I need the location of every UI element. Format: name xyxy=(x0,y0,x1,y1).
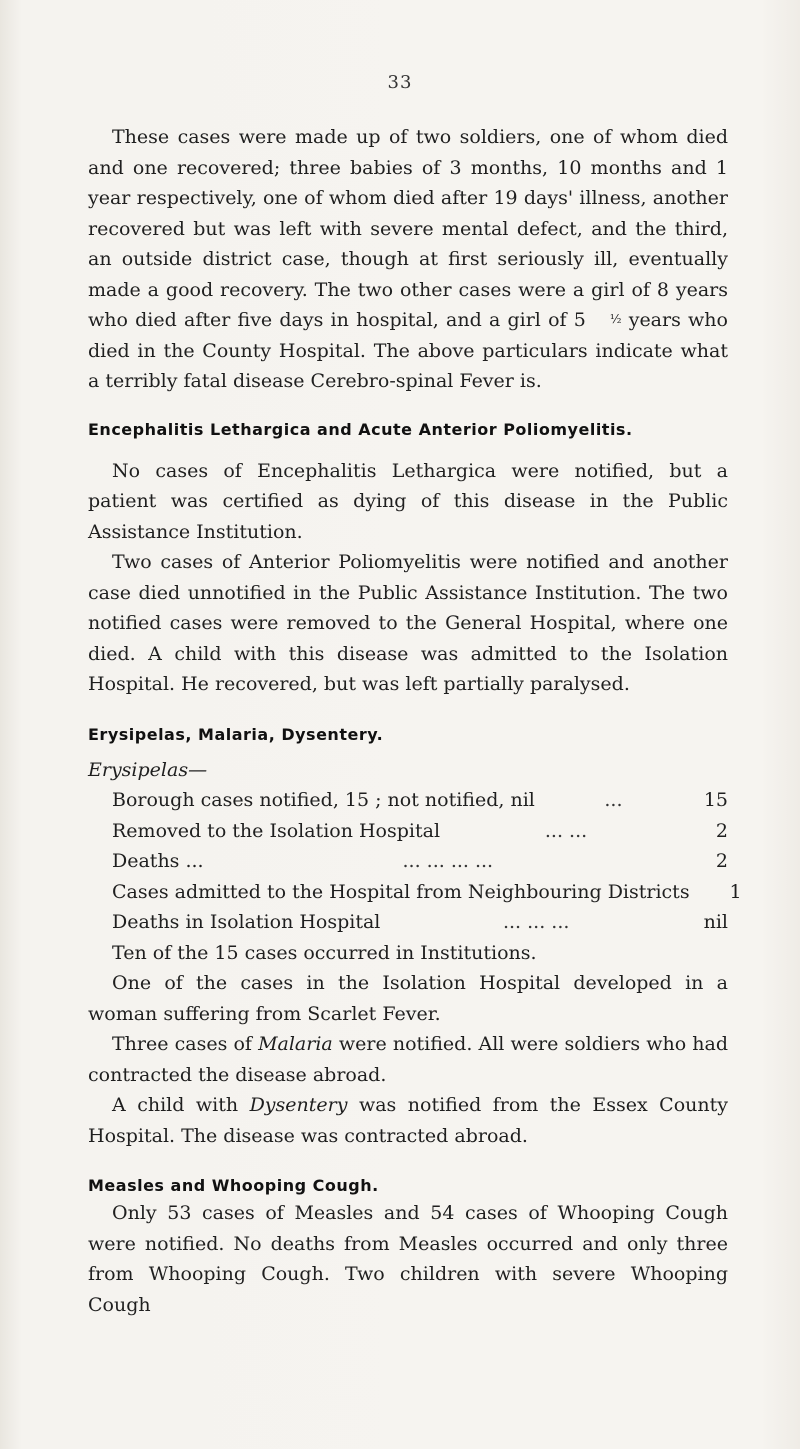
stat-value: 15 xyxy=(703,789,728,811)
page-number: 33 xyxy=(387,72,413,93)
section-heading-encephalitis: Encephalitis Lethargica and Acute Anterior Poliomyelitis. xyxy=(88,419,633,439)
section-heading-erysipelas: Erysipelas, Malaria, Dysentery. xyxy=(88,724,384,744)
paragraph-intro-text: These cases were made up of two soldiers, one of whom died and one recovered; three babies of 3 months, 10 months and 1 year respectively, one of whom died after 19 days' illness, another recovered but was left with severe mental defect, and the third, an outside district case, though at first seriously ill, eventually made a good recovery. The two other cases were a girl of 8 years who died after five days in hospital, and a girl of 5 xyxy=(88,126,728,331)
stat-value: 2 xyxy=(715,819,728,842)
stat-value: 2 xyxy=(715,850,728,872)
paragraph-scarlet-fever: One of the cases in the Isolation Hospital developed in a woman suffering from Scarlet Fever. xyxy=(88,972,728,1025)
stat-leader: ... ... xyxy=(544,819,588,842)
stat-row xyxy=(88,907,728,938)
stat-label: Borough cases notified, 15 ; not notified, nil xyxy=(112,789,535,811)
erysipelas-statistics xyxy=(88,785,742,938)
paragraph-measles: Only 53 cases of Measles and 54 cases of Whooping Cough were notified. No deaths from Measles occurred and only three from Whooping Cough. Two children with severe Whooping Cough xyxy=(88,1202,728,1316)
paragraph-intro xyxy=(88,122,728,397)
stat-leader: ... ... ... ... xyxy=(402,850,494,872)
malaria-term: Malaria xyxy=(258,1033,333,1055)
erysipelas-subheading: Erysipelas— xyxy=(88,758,208,781)
stat-row xyxy=(88,816,728,847)
paragraph-encephalitis: No cases of Encephalitis Lethargica were notified, but a patient was certified as dying of this disease in the Public Assistance Institution. xyxy=(88,459,728,543)
dysentery-text-pre: A child with xyxy=(112,1094,250,1116)
malaria-text-post: were notified. All were soldiers who had contracted the disease abroad. xyxy=(88,1033,728,1086)
stat-leader: ... ... ... xyxy=(502,911,570,933)
paragraph-intro-end: years who died in the County Hospital. The above particulars indicate what a terribly fatal disease Cerebro-spinal Fever is. xyxy=(88,309,728,392)
stat-label: Removed to the Isolation Hospital xyxy=(112,819,441,842)
paragraph-malaria xyxy=(88,1029,728,1090)
section-heading-measles: Measles and Whooping Cough. xyxy=(88,1176,379,1195)
paragraph-dysentery xyxy=(88,1090,728,1151)
stat-row xyxy=(88,785,728,816)
stat-value: nil xyxy=(703,911,728,933)
stat-row xyxy=(88,877,742,908)
fraction-half: ½ xyxy=(609,312,622,326)
stat-label: Deaths ... xyxy=(112,850,204,872)
stat-label: Deaths in Isolation Hospital xyxy=(112,911,381,933)
stat-leader: ... xyxy=(604,789,623,811)
stat-label: Cases admitted to the Hospital from Neighbouring Districts xyxy=(112,880,690,903)
malaria-text-pre: Three cases of xyxy=(112,1033,259,1055)
page-content xyxy=(88,122,742,1320)
stat-row xyxy=(88,846,728,877)
paragraph-poliomyelitis: Two cases of Anterior Poliomyelitis were notified and another case died unnotified in the Public Assistance Institution. The two notified cases were removed to the General Hospital, where one died. A child with this disease was admitted to the Isolation Hospital. He recovered, but was left partially paralysed. xyxy=(88,551,728,695)
paragraph-institutions: Ten of the 15 cases occurred in Institutions. xyxy=(112,941,537,964)
dysentery-term: Dysentery xyxy=(249,1094,348,1116)
dysentery-text-post: was notified from the Essex County Hospital. The disease was contracted abroad. xyxy=(88,1094,729,1147)
stat-value: 1 xyxy=(729,880,742,903)
